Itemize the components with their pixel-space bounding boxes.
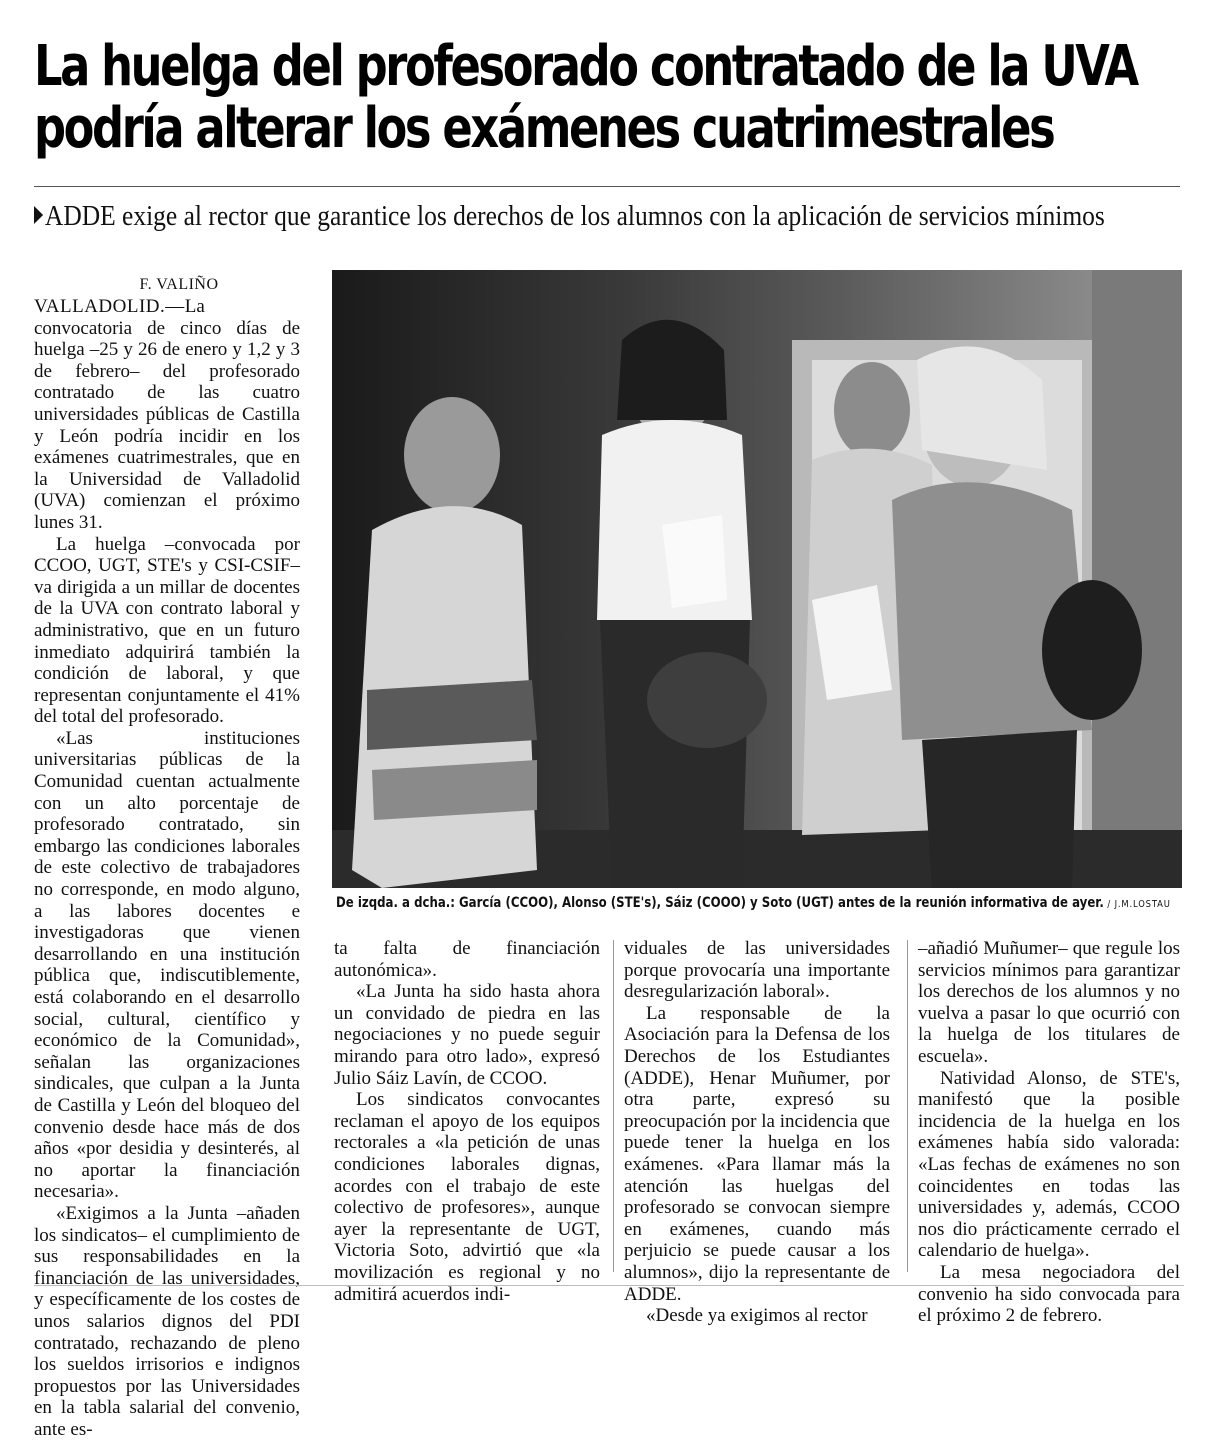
article-column-4	[918, 938, 1180, 1327]
headline	[34, 34, 1137, 161]
article-paragraph: Natividad Alonso, de STE's, manifestó que la posible incidencia de la huelga en los exámenes había sido valorada: «Las fechas de exámenes no son coincidentes en todas las universidades y, además, CCOO nos dio prácticamente cerrado el calendario de huelga».	[918, 1067, 1180, 1262]
headline-divider	[34, 186, 1180, 187]
article-column-2	[334, 938, 600, 1305]
article-paragraph: viduales de las universidades porque provocaría una importante desregularización laboral».	[624, 938, 890, 1003]
article-column-3	[624, 938, 890, 1327]
headline-line-1: La huelga del profesorado contratado de la UVA	[34, 34, 1137, 99]
byline: F. VALIÑO	[139, 276, 219, 293]
subheadline	[34, 200, 1117, 234]
article-paragraph: ta falta de financiación autonómica».	[334, 938, 600, 981]
article-column-1	[34, 296, 300, 1440]
subheadline-text: ADDE exige al rector que garantice los derechos de los alumnos con la aplicación de servicios mínimos	[44, 201, 1105, 232]
column-divider	[907, 940, 908, 1272]
article-paragraph: La mesa negociadora del convenio ha sido convocada para el próximo 2 de febrero.	[918, 1261, 1180, 1327]
article-paragraph: «Las instituciones universitarias públicas de la Comunidad cuentan actualmente con un alto porcentaje de profesorado contratado, sin embargo las condiciones laborales de este colectivo de trabajadores no corresponde, en modo alguno, a las labores docentes e investigadoras que vienen desarrollando en una institución pública que, indiscutiblemente, está colaborando en el desarrollo social, cultural, científico y económico de la Comunidad», señalan las organizaciones sindicales, que culpan a la Junta de Castilla y León del bloqueo del convenio desde hace más de dos años «por desidia y desinterés, al no aportar la financiación necesaria».	[34, 727, 300, 1203]
news-photo	[332, 270, 1182, 888]
article-paragraph: Los sindicatos convocantes reclaman el apoyo de los equipos rectorales a «la petición de unas condiciones laborales dignas, acordes con el trabajo de este colectivo de profesores», aunque ayer la representante de UGT, Victoria Soto, advirtió que «la movilización es regional y no admitirá acuerdos indi-	[334, 1089, 600, 1305]
photo-caption	[336, 894, 1171, 914]
photo-image	[332, 270, 1182, 888]
dateline: VALLADOLID.—	[34, 296, 185, 317]
column-divider	[613, 940, 614, 1272]
article-paragraph: VALLADOLID.—La convocatoria de cinco días de huelga –25 y 26 de enero y 1,2 y 3 de febrero– del profesorado contratado de las cuatro universidades públicas de Castilla y León podría incidir en los exámenes cuatrimestrales, que en la Universidad de Valladolid (UVA) comienzan el próximo lunes 31.	[34, 296, 300, 533]
article-paragraph: –añadió Muñumer– que regule los servicios mínimos para garantizar los derechos de los alumnos y no vuelva a pasar lo que ocurrió con la huelga de los titulares de escuela».	[918, 938, 1180, 1067]
photo-credit: / J.M.LOSTAU	[1103, 899, 1171, 910]
article-paragraph: La responsable de la Asociación para la Defensa de los Derechos de los Estudiantes (ADDE), Henar Muñumer, por otra parte, expresó su preocupación por la incidencia que puede tener la huelga en los exámenes. «Para llamar más la atención las huelgas del profesorado se convocan siempre en exámenes, cuando más perjuicio se puede causar a los alumnos», dijo la representante de ADDE.	[624, 1002, 890, 1305]
article-paragraph: «La Junta ha sido hasta ahora un convidado de piedra en las negociaciones y no puede seguir mirando para otro lado», expresó Julio Sáiz Lavín, de CCOO.	[334, 981, 600, 1089]
headline-line-2: podría alterar los exámenes cuatrimestrales	[34, 96, 1054, 161]
article-paragraph: «Exigimos a la Junta –añaden los sindicatos– el cumplimiento de sus responsabilidades en la financiación de las universidades, y específicamente de los costes de unos salarios dignos del PDI contratado, rechazando de pleno los sueldos irrisorios e indignos propuestos por las Universidades en la tabla salarial del convenio, ante es-	[34, 1202, 300, 1440]
bottom-divider	[34, 1285, 1184, 1286]
article-paragraph: La huelga –convocada por CCOO, UGT, STE's y CSI-CSIF– va dirigida a un millar de docentes de la UVA con contrato laboral y administrativo, que en un futuro inmediato adquirirá también la condición de laboral, y que representan conjuntamente el 41% del total del profesorado.	[34, 533, 300, 728]
caption-text: De izqda. a dcha.: García (CCOO), Alonso (STE's), Sáiz (COOO) y Soto (UGT) antes de la reunión informativa de ayer.	[336, 895, 1104, 911]
article-paragraph: «Desde ya exigimos al rector	[646, 1305, 868, 1327]
arrow-bullet-icon	[34, 206, 43, 224]
